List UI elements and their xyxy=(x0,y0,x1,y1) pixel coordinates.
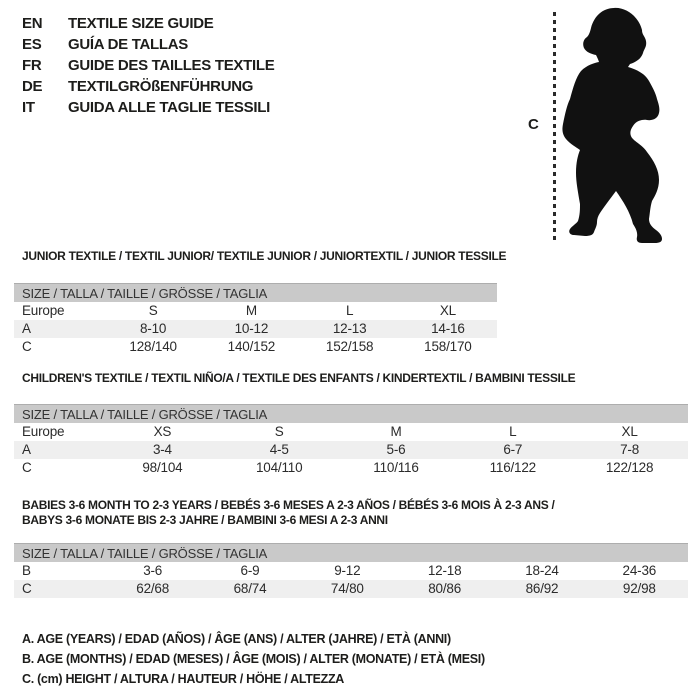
table-cell: XS xyxy=(153,424,172,439)
language-label: GUIDE DES TAILLES TEXTILE xyxy=(68,57,275,74)
table-cell: 7-8 xyxy=(620,442,640,457)
table-cell: 74/80 xyxy=(330,581,364,596)
language-code: IT xyxy=(22,99,35,116)
row-label: A xyxy=(22,442,31,457)
footnote-b: B. AGE (MONTHS) / EDAD (MESES) / ÂGE (MOIS) / ALTER (MONATE) / ETÀ (MESI) xyxy=(22,652,485,666)
table-cell: 68/74 xyxy=(233,581,267,596)
table-cell: 18-24 xyxy=(525,563,559,578)
footnote-a: A. AGE (YEARS) / EDAD (AÑOS) / ÂGE (ANS) / ALTER (JAHRE) / ETÀ (ANNI) xyxy=(22,632,451,646)
size-tables-section xyxy=(0,246,700,689)
table-cell: M xyxy=(245,303,257,318)
table-cell: M xyxy=(390,424,402,439)
table-cell: 80/86 xyxy=(428,581,462,596)
row-label: A xyxy=(22,321,31,336)
table-cell: 10-12 xyxy=(234,321,269,336)
table-cell: 4-5 xyxy=(269,442,289,457)
children-table-title: CHILDREN'S TEXTILE / TEXTIL NIÑO/A / TEXTILE DES ENFANTS / KINDERTEXTIL / BAMBINI TESSILE xyxy=(22,371,576,385)
table-cell: 9-12 xyxy=(334,563,361,578)
language-row xyxy=(22,97,274,118)
table-cell: 86/92 xyxy=(525,581,559,596)
row-label: C xyxy=(22,460,32,475)
baby-silhouette-icon xyxy=(552,5,692,250)
row-label: B xyxy=(22,563,31,578)
row-label: Europe xyxy=(22,303,65,318)
table-cell: 3-6 xyxy=(143,563,163,578)
table-cell: 12-18 xyxy=(427,563,462,578)
table-cell: S xyxy=(274,424,284,439)
table-row xyxy=(14,302,497,320)
table-row xyxy=(14,423,688,441)
babies-title-line1: BABIES 3-6 MONTH TO 2-3 YEARS / BEBÉS 3-6 MESES A 2-3 AÑOS / BÉBÉS 3-6 MOIS À 2-3 ANS / xyxy=(22,498,555,512)
children-size-table xyxy=(14,404,688,477)
language-row xyxy=(22,55,274,76)
table-cell: 110/116 xyxy=(373,460,419,475)
language-code: DE xyxy=(22,78,43,95)
language-row xyxy=(22,34,274,55)
table-size-header: SIZE / TALLA / TAILLE / GRÖSSE / TAGLIA xyxy=(14,283,497,302)
language-list xyxy=(22,13,274,118)
table-size-header: SIZE / TALLA / TAILLE / GRÖSSE / TAGLIA xyxy=(14,543,688,562)
table-cell: 24-36 xyxy=(622,563,657,578)
junior-size-table xyxy=(14,283,497,356)
table-cell: 5-6 xyxy=(386,442,406,457)
table-cell: S xyxy=(148,303,158,318)
row-label: Europe xyxy=(22,424,65,439)
table-cell: 3-4 xyxy=(152,442,172,457)
table-cell: XL xyxy=(439,303,456,318)
babies-table-title xyxy=(22,498,700,528)
table-cell: 116/122 xyxy=(489,460,536,475)
table-cell: 98/104 xyxy=(142,460,183,475)
language-row xyxy=(22,76,274,97)
table-cell: L xyxy=(509,424,517,439)
table-row xyxy=(14,562,688,580)
table-size-header: SIZE / TALLA / TAILLE / GRÖSSE / TAGLIA xyxy=(14,404,688,423)
row-label: C xyxy=(22,581,32,596)
table-cell: XL xyxy=(621,424,638,439)
babies-size-table xyxy=(14,543,688,598)
table-row xyxy=(14,580,688,598)
table-cell: 122/128 xyxy=(605,460,654,475)
table-row xyxy=(14,338,497,356)
footnotes xyxy=(22,629,700,689)
table-cell: 6-9 xyxy=(240,563,260,578)
table-cell: 104/110 xyxy=(255,460,303,475)
language-label: TEXTILGRÖßENFÜHRUNG xyxy=(68,78,254,95)
table-cell: L xyxy=(345,303,354,318)
table-cell: 62/68 xyxy=(136,581,170,596)
height-measure-label: C xyxy=(528,116,539,133)
table-cell: 6-7 xyxy=(503,442,523,457)
table-cell: 158/170 xyxy=(424,339,472,354)
language-label: TEXTILE SIZE GUIDE xyxy=(68,15,214,32)
table-cell: 14-16 xyxy=(431,321,465,336)
table-cell: 152/158 xyxy=(325,339,374,354)
table-cell: 92/98 xyxy=(622,581,656,596)
table-cell: 140/152 xyxy=(227,339,276,354)
language-label: GUÍA DE TALLAS xyxy=(68,36,188,53)
language-code: EN xyxy=(22,15,43,32)
table-row xyxy=(14,441,688,459)
table-cell: 8-10 xyxy=(140,321,167,336)
row-label: C xyxy=(22,339,32,354)
table-row xyxy=(14,320,497,338)
table-cell: 128/140 xyxy=(129,339,177,354)
babies-title-line2: BABYS 3-6 MONATE BIS 2-3 JAHRE / BAMBINI 3-6 MESI A 2-3 ANNI xyxy=(22,513,388,527)
junior-table-title: JUNIOR TEXTILE / TEXTIL JUNIOR/ TEXTILE JUNIOR / JUNIORTEXTIL / JUNIOR TESSILE xyxy=(22,249,507,263)
table-cell: 12-13 xyxy=(332,321,367,336)
language-code: ES xyxy=(22,36,42,53)
language-row xyxy=(22,13,274,34)
language-code: FR xyxy=(22,57,42,74)
table-row xyxy=(14,459,688,477)
footnote-c: C. (cm) HEIGHT / ALTURA / HAUTEUR / HÖHE / ALTEZZA xyxy=(22,672,345,686)
language-label: GUIDA ALLE TAGLIE TESSILI xyxy=(68,99,270,116)
